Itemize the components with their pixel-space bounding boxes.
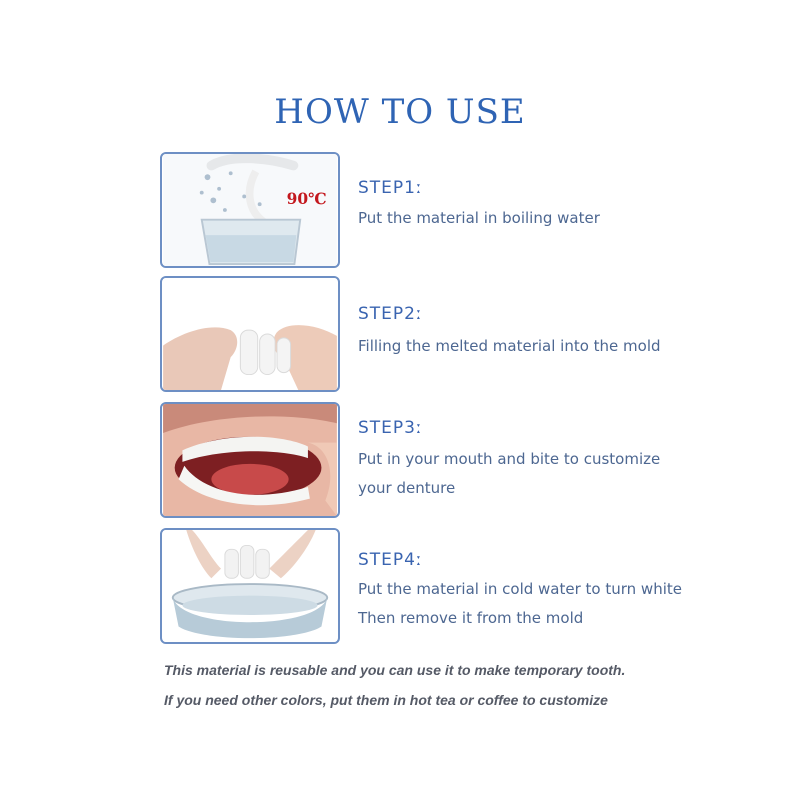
step-3-text-line-1: Put in your mouth and bite to customize	[358, 450, 661, 468]
page-title: HOW TO USE	[274, 92, 526, 132]
step-3-text-line-2: your denture	[358, 479, 456, 497]
step-1-image	[160, 152, 340, 268]
note-colors: If you need other colors, put them in hot tea or coffee to customize	[164, 692, 608, 708]
step-4-image	[160, 528, 340, 644]
step-3-title: STEP3ː	[358, 418, 423, 438]
step-3	[160, 402, 680, 522]
note-reusable: This material is reusable and you can use it to make temporary tooth.	[164, 662, 626, 678]
step-2-title: STEP2ː	[358, 304, 423, 324]
step-1-text: Put the material in boiling water	[358, 209, 600, 227]
step-2-image	[160, 276, 340, 392]
step-4-title: STEP4ː	[358, 550, 423, 570]
step-3-image	[160, 402, 340, 518]
step-4	[160, 528, 680, 648]
step-4-text-line-1: Put the material in cold water to turn white	[358, 580, 682, 598]
step-1	[160, 152, 680, 272]
step-2-text: Filling the melted material into the mold	[358, 337, 661, 355]
step-2	[160, 276, 680, 396]
step-4-text-line-2: Then remove it from the mold	[358, 609, 584, 627]
temperature-label: 90℃	[286, 190, 327, 209]
step-1-title: STEP1ː	[358, 178, 423, 198]
